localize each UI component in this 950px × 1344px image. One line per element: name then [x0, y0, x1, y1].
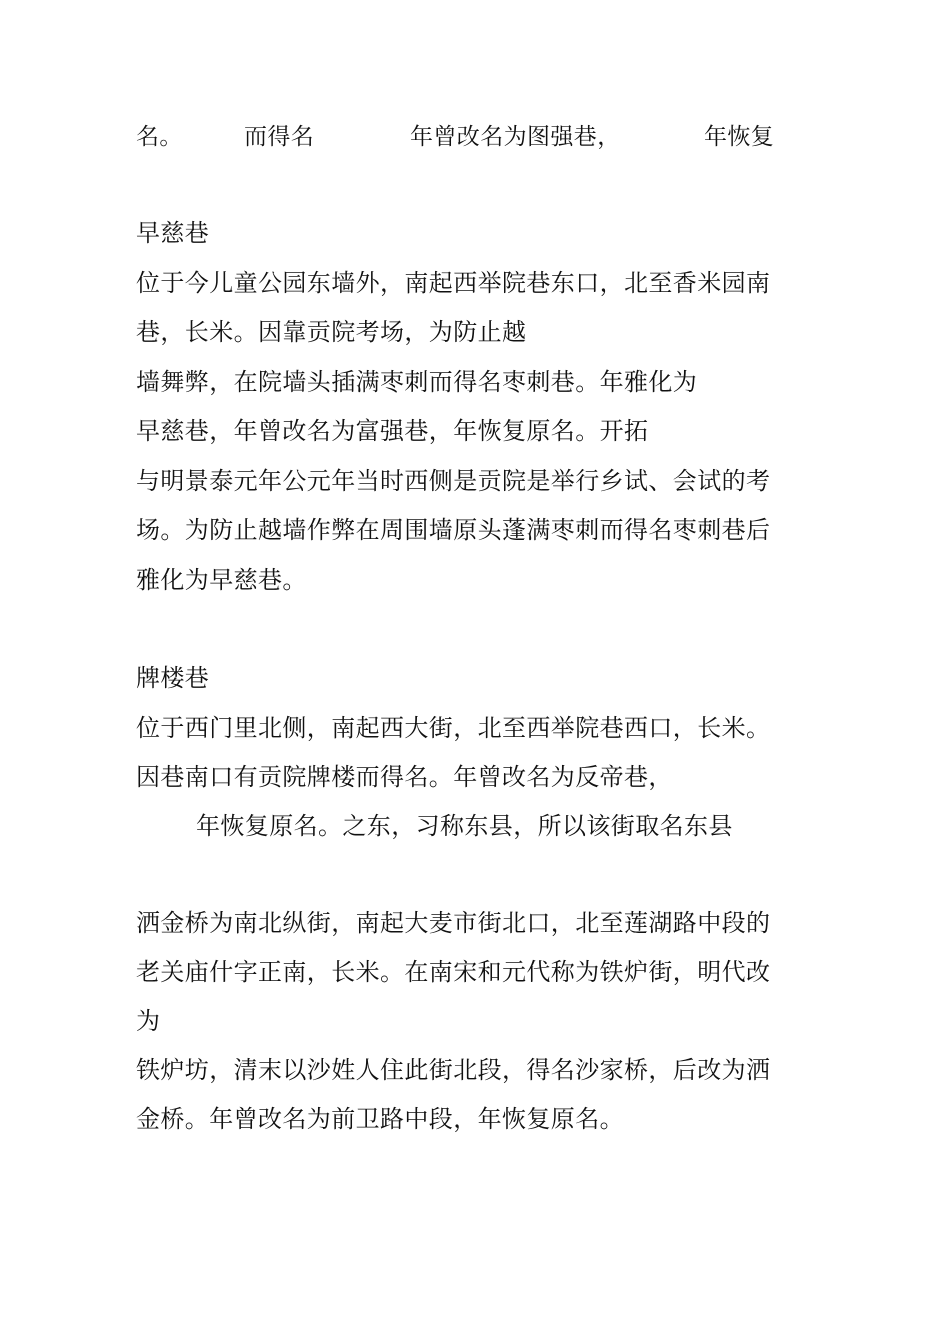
paragraph-line: 位于西门里北侧，南起西大街，北至西举院巷西口，长米。: [136, 714, 771, 742]
paragraph-line: 场。为防止越墙作弊在周围墙原头蓬满枣刺而得名枣刺巷后: [136, 516, 771, 544]
paragraph-line: 位于今儿童公园东墙外，南起西举院巷东口，北至香米园南: [136, 269, 771, 297]
section-title: 牌楼巷: [136, 664, 210, 692]
paragraph-line: 洒金桥为南北纵街，南起大麦市街北口，北至莲湖路中段的: [136, 909, 771, 937]
paragraph-line: 巷，长米。因靠贡院考场，为防止越: [136, 318, 527, 346]
paragraph-line: 早慈巷，年曾改名为富强巷，年恢复原名。开拓: [136, 417, 649, 445]
paragraph-line: 金桥。年曾改名为前卫路中段，年恢复原名。: [136, 1105, 624, 1133]
section-title: 早慈巷: [136, 219, 210, 247]
paragraph-line: 雅化为早慈巷。: [136, 566, 307, 594]
header-fragment: 年恢复: [704, 124, 775, 150]
paragraph-line: 老关庙什字正南，长米。在南宋和元代称为铁炉街，明代改: [136, 958, 771, 986]
paragraph-line: 墙舞弊，在院墙头插满枣刺而得名枣刺巷。年雅化为: [136, 368, 698, 396]
header-fragment: 名。: [136, 124, 183, 150]
header-fragment: 年曾改名为图强巷，: [410, 124, 621, 150]
paragraph-line: 铁炉坊，清末以沙姓人住此街北段，得名沙家桥，后改为洒: [136, 1056, 771, 1084]
paragraph-line: 为: [136, 1007, 161, 1035]
paragraph-line: 与明景泰元年公元年当时西侧是贡院是举行乡试、会试的考: [136, 467, 771, 495]
paragraph-line: 因巷南口有贡院牌楼而得名。年曾改名为反帝巷，: [136, 763, 673, 791]
paragraph-line: 年恢复原名。之东，习称东县，所以该街取名东县: [196, 812, 733, 840]
header-fragment: 而得名: [244, 124, 315, 150]
